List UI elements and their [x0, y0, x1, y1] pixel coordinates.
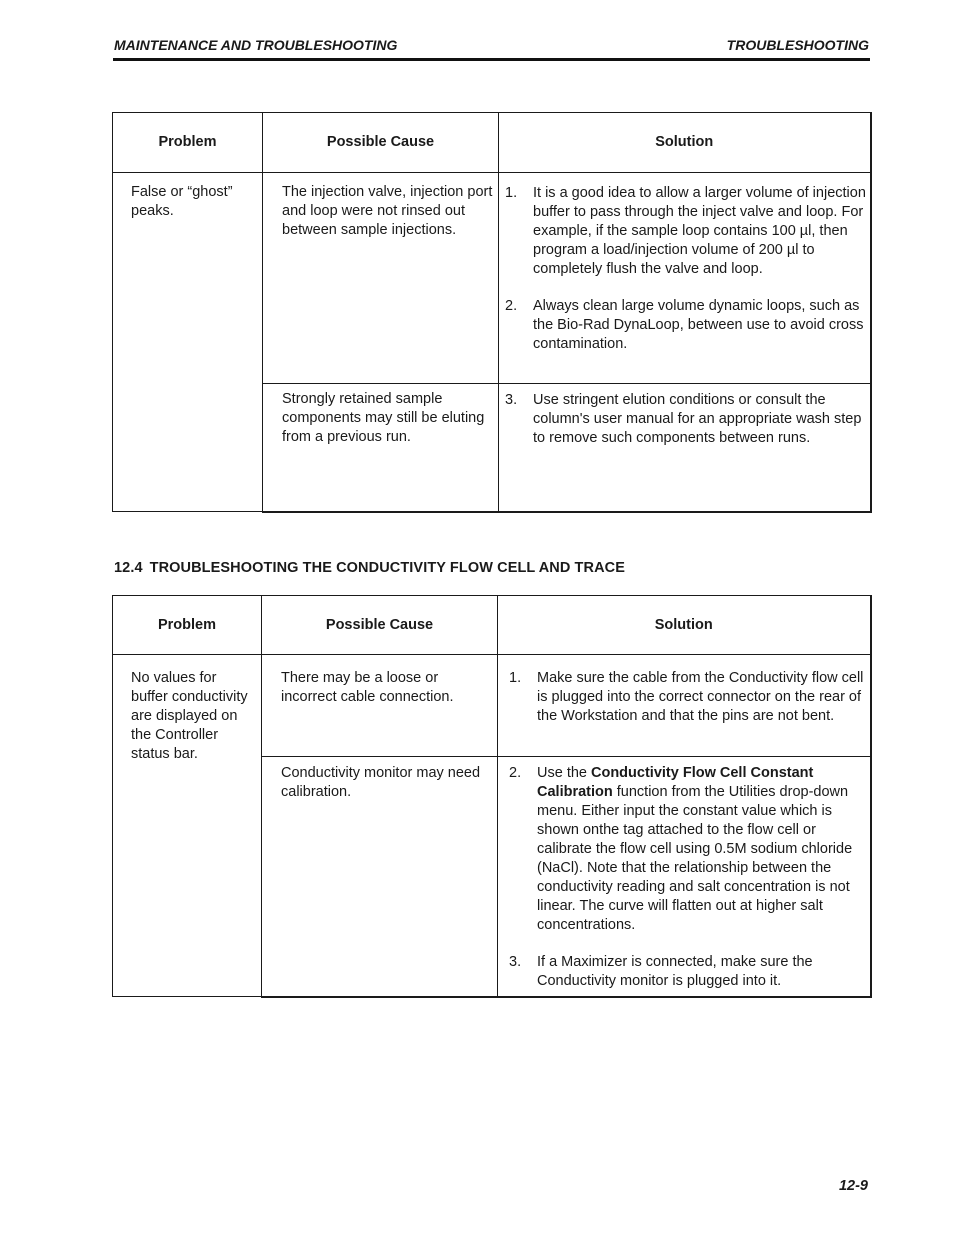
item-number: 1. [505, 185, 518, 201]
solution-list-item [509, 953, 870, 991]
item-number: 3. [509, 954, 522, 970]
item-text: Always clean large volume dynamic loops, such as the Bio-Rad DynaLoop, between use to avoid cross contamination. [533, 298, 864, 352]
section-title: TROUBLESHOOTING THE CONDUCTIVITY FLOW CELL AND TRACE [149, 560, 625, 576]
cause-column-header: Possible Cause [263, 113, 499, 173]
table-row [113, 173, 871, 384]
item-text: If a Maximizer is connected, make sure the Conductivity monitor is plugged into it. [537, 954, 813, 989]
ghost-peaks-table [112, 112, 872, 513]
solution-column-header: Solution [498, 596, 871, 655]
header-section-title: TROUBLESHOOTING [726, 37, 869, 53]
header-chapter-title: MAINTENANCE AND TROUBLESHOOTING [114, 37, 398, 53]
table-row [113, 655, 871, 757]
table-header-row [113, 113, 871, 173]
running-header [113, 36, 870, 61]
solution-cell [498, 655, 871, 757]
item-number: 3. [505, 392, 518, 408]
item-number: 2. [509, 765, 522, 781]
problem-cell: False or “ghost” peaks. [113, 173, 263, 512]
solution-column-header: Solution [499, 113, 871, 173]
cause-cell: Conductivity monitor may need calibration. [262, 757, 498, 997]
problem-column-header: Problem [113, 113, 263, 173]
solution-list-item [505, 184, 870, 279]
item-number: 1. [509, 670, 522, 686]
problem-column-header: Problem [113, 596, 262, 655]
solution-cell [498, 757, 871, 997]
cause-cell: There may be a loose or incorrect cable connection. [262, 655, 498, 757]
section-number: 12.4 [114, 560, 143, 576]
table-header-row [113, 596, 871, 655]
item-text: It is a good idea to allow a larger volume of injection buffer to pass through the inject valve and loop. For example, if the sample loop contains 100 µl, then program a load/injection volume of 200 µl to completely flush the valve and loop. [533, 185, 866, 277]
solution-cell [499, 384, 871, 512]
item-text: Make sure the cable from the Conductivity flow cell is plugged into the correct connector on the rear of the Workstation and that the pins are not bent. [537, 670, 864, 724]
solution-cell [499, 173, 871, 384]
item-text: Use stringent elution conditions or consult the column's user manual for an appropriate wash step to remove such components between runs. [533, 392, 862, 446]
item-text-rest: function from the Utilities drop-down menu. Either input the constant value which is shown onthe tag attached to the flow cell or calibrate the flow cell using 0.5M sodium chloride (NaCl). Note that the relationship between the conductivity reading and salt concentration is not linear. The curve will flatten out at higher salt concentrations. [537, 784, 853, 933]
item-text-lead: Use the [537, 765, 591, 781]
solution-list-item [509, 669, 870, 726]
solution-list-item [505, 297, 870, 354]
cause-column-header: Possible Cause [262, 596, 498, 655]
cause-cell: The injection valve, injection port and loop were not rinsed out between sample injections. [263, 173, 499, 384]
menu-function-name: Conductivity Flow Cell Constant Calibration [537, 765, 814, 800]
problem-cell: No values for buffer conductivity are displayed on the Controller status bar. [113, 655, 262, 997]
section-heading [114, 560, 625, 576]
solution-list-item [509, 764, 870, 935]
item-number: 2. [505, 298, 518, 314]
item-text [537, 764, 870, 935]
solution-list-item [505, 391, 870, 448]
page-number: 12-9 [838, 1178, 868, 1194]
cause-cell: Strongly retained sample components may still be eluting from a previous run. [263, 384, 499, 512]
conductivity-table [112, 595, 872, 998]
